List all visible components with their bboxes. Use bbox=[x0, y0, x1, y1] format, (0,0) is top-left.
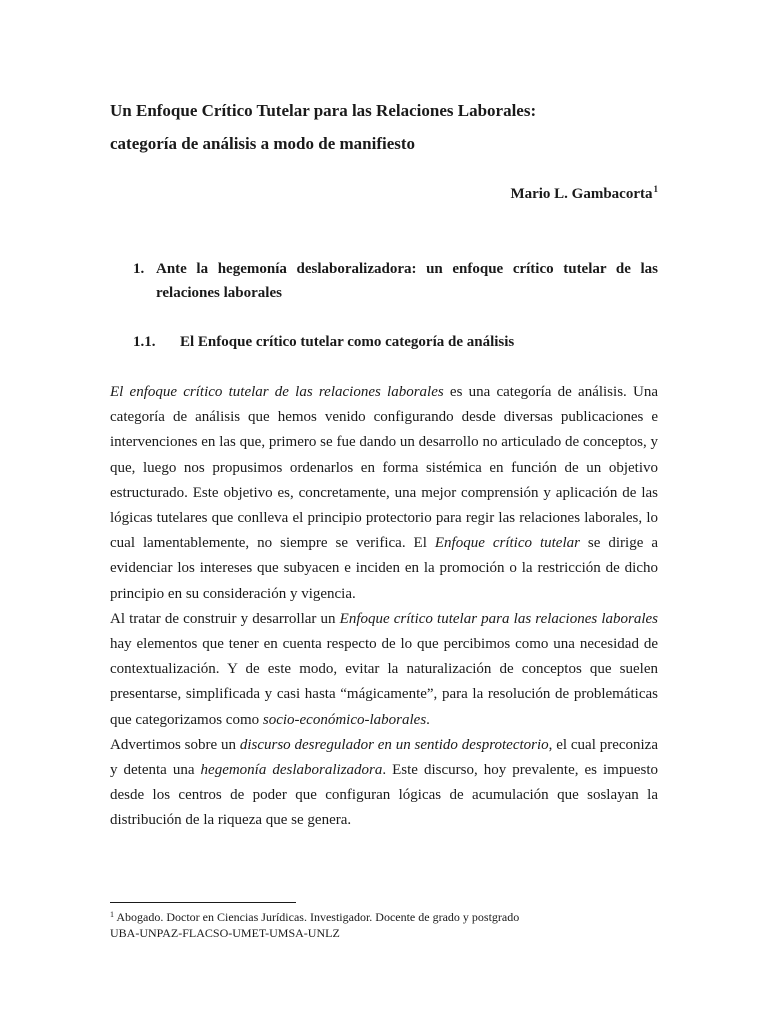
footnote bbox=[110, 907, 670, 941]
subsection-title: El Enfoque crítico tutelar como categoría de análisis bbox=[180, 334, 515, 350]
italic-phrase: discurso desregulador en un sentido desprotectorio bbox=[239, 736, 549, 753]
paragraph bbox=[110, 607, 658, 733]
footnote-text: Abogado. Doctor en Ciencias Jurídicas. Investigador. Docente de grado y postgrado bbox=[114, 910, 520, 924]
italic-phrase: hegemonía deslaboralizadora bbox=[200, 762, 383, 779]
document-title-line-1: Un Enfoque Crítico Tutelar para las Relaciones Laborales: bbox=[110, 101, 537, 120]
section-title: Ante la hegemonía deslaboralizadora: un enfoque crítico tutelar de las relaciones laborales bbox=[156, 261, 658, 301]
text-run: Al tratar de construir y desarrollar un bbox=[110, 610, 340, 627]
section-number: 1. bbox=[133, 261, 145, 277]
text-run: . Este discurso, hoy prevalente, es impuesto desde los centros de poder que configuran lógicas de acumulación que soslayan la distribución de la riqueza que se genera. bbox=[110, 762, 659, 829]
author-name: Mario L. Gambacorta bbox=[510, 186, 653, 202]
italic-phrase: socio-económico-laborales bbox=[262, 711, 427, 728]
paragraph bbox=[110, 733, 658, 834]
footnote-line-2: UBA-UNPAZ-FLACSO-UMET-UMSA-UNLZ bbox=[110, 925, 340, 940]
body-text bbox=[110, 380, 658, 834]
text-run: hay elementos que tener en cuenta respecto de lo que percibimos como una necesidad de contextualización. Y de este modo, evitar la naturalización de conceptos que suelen presentarse, simplificada y casi hasta “mágicamente”, para la resolución de problemáticas que categorizamos como bbox=[110, 636, 658, 728]
author-line bbox=[510, 184, 658, 203]
text-run: , el cual preconiza y detenta una bbox=[110, 736, 658, 779]
subsection-number: 1.1. bbox=[133, 334, 156, 350]
section-heading bbox=[133, 257, 658, 305]
text-run: Advertimos sobre un bbox=[110, 736, 240, 753]
text-run: . bbox=[426, 711, 430, 728]
text-run: es una categoría de análisis. Una categoría de análisis que hemos venido configurando desde diversas publicaciones e intervenciones en las que, primero se fue dando un desarrollo no articulado de conceptos, y que, luego nos propusimos ordenarlos en forma sistémica en función de un objetivo estructurado. Este objetivo es, concretamente, una mejor comprensión y aplicación de las lógicas tutelares que conlleva el principio protectorio para regir las relaciones laborales, lo cual lamentablemente, no siempre se verifica. El bbox=[110, 384, 658, 552]
italic-phrase: Enfoque crítico tutelar bbox=[434, 535, 580, 552]
footnote-divider bbox=[110, 902, 296, 903]
document-title-line-2: categoría de análisis a modo de manifiesto bbox=[110, 134, 416, 153]
footnote-mark: 1 bbox=[110, 910, 114, 919]
italic-phrase: Enfoque crítico tutelar para las relaciones laborales bbox=[339, 610, 659, 627]
italic-phrase: El enfoque crítico tutelar de las relaciones laborales bbox=[110, 384, 444, 400]
text-run: se dirige a evidenciar los intereses que subyacen e inciden en la promoción o la restricción de dicho principio en su consideración y vigencia. bbox=[110, 535, 659, 602]
author-footnote-mark: 1 bbox=[653, 184, 658, 194]
subsection-heading bbox=[133, 334, 514, 351]
footnote-line-1 bbox=[110, 907, 670, 926]
paragraph bbox=[110, 380, 658, 607]
